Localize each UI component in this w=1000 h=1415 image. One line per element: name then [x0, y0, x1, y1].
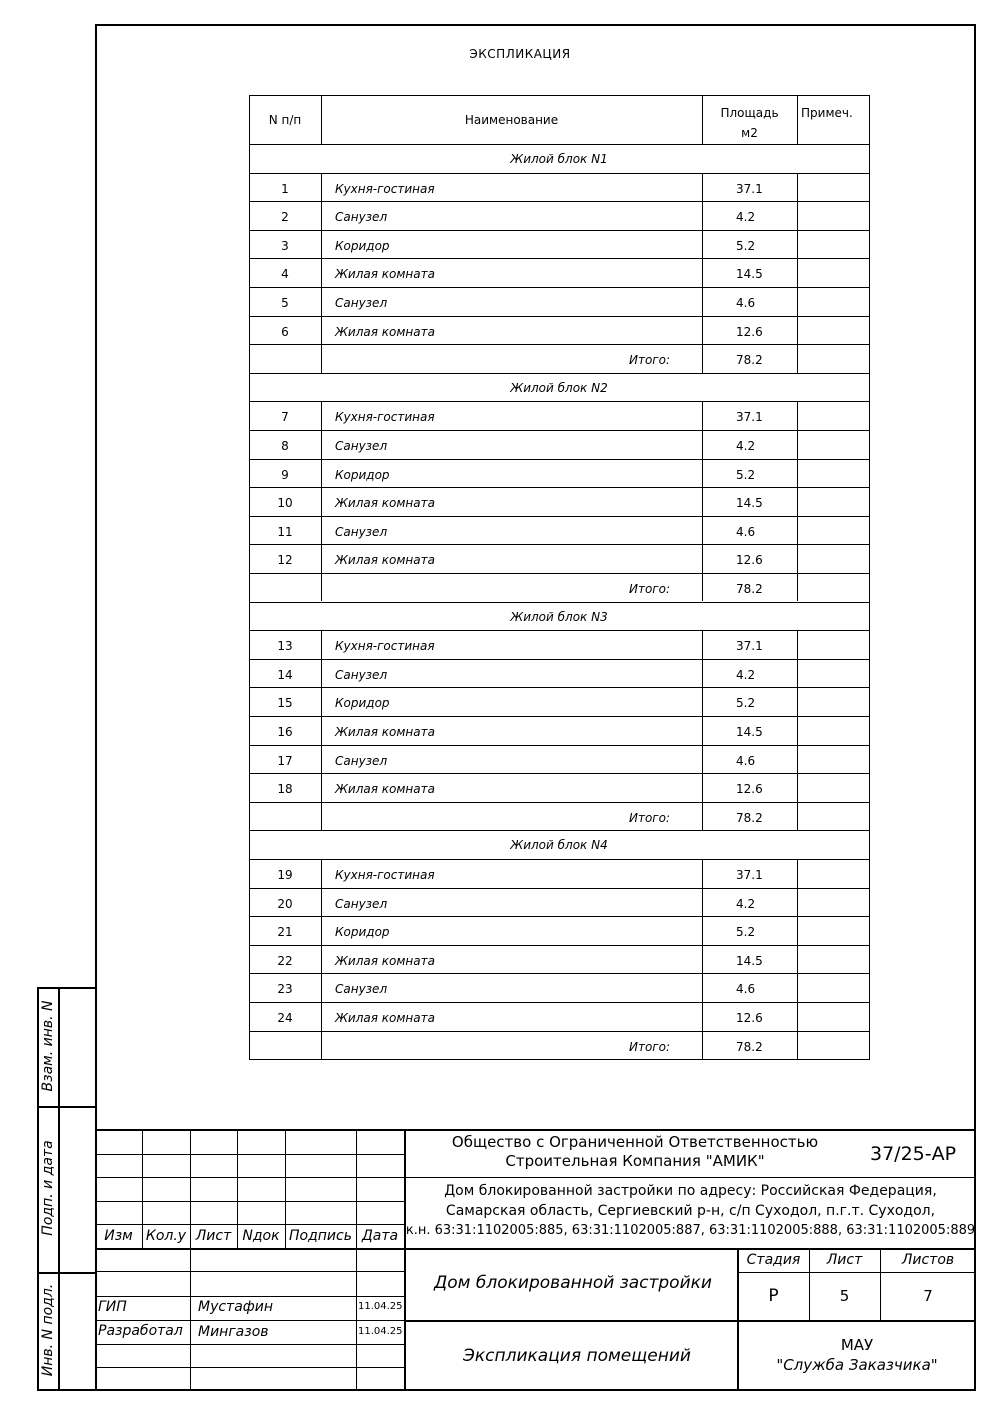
row-name: Жилая комната: [335, 782, 435, 796]
row-number: 14: [277, 668, 293, 682]
drawing-name: Экспликация помещений: [463, 1346, 691, 1366]
block-title: Жилой блок N2: [510, 381, 608, 395]
row-area: 14.5: [736, 725, 763, 739]
row-area: 14.5: [736, 267, 763, 281]
row-number: 1: [281, 182, 289, 196]
row-number: 3: [281, 239, 289, 253]
row-name: Коридор: [335, 925, 390, 939]
row-number: 8: [281, 439, 289, 453]
vzam-inv-label: Взам. инв. N: [40, 1000, 56, 1092]
row-name: Жилая комната: [335, 267, 435, 281]
row-area: 12.6: [736, 553, 763, 567]
sheet-value: 5: [839, 1287, 850, 1305]
row-number: 2: [281, 210, 289, 224]
row-area: 5.2: [736, 239, 756, 253]
row-area: 14.5: [736, 954, 763, 968]
row-name: Кухня-гостиная: [335, 410, 435, 424]
row-area: 4.6: [736, 296, 756, 310]
header-num: N п/п: [268, 113, 302, 127]
total-label: Итого:: [629, 353, 670, 367]
row-area: 12.6: [736, 325, 763, 339]
date-developer: 11.04.25: [358, 1326, 403, 1337]
org-line-2: "Служба Заказчика": [776, 1356, 938, 1374]
row-area: 4.6: [736, 754, 756, 768]
sheet-label: Лист: [826, 1252, 863, 1268]
block-title: Жилой блок N1: [510, 152, 608, 166]
row-area: 5.2: [736, 468, 756, 482]
row-name: Санузел: [335, 982, 388, 996]
document-code: 37/25-АР: [870, 1143, 957, 1165]
role-gip: ГИП: [98, 1299, 127, 1315]
row-name: Санузел: [335, 754, 388, 768]
address-line-2: Самарская область, Сергиевский р-н, с/п Суходол, п.г.т. Суходол,: [445, 1203, 936, 1219]
header-name: Наименование: [464, 113, 559, 127]
name-gip: Мустафин: [198, 1299, 274, 1315]
row-number: 22: [277, 954, 293, 968]
address-line-1: Дом блокированной застройки по адресу: Российская Федерация,: [444, 1183, 937, 1199]
sheets-value: 7: [923, 1287, 933, 1305]
row-name: Кухня-гостиная: [335, 639, 435, 653]
row-number: 20: [277, 897, 293, 911]
row-number: 15: [277, 696, 293, 710]
row-number: 6: [281, 325, 289, 339]
total-label: Итого:: [629, 582, 670, 596]
row-area: 4.2: [736, 668, 756, 682]
row-number: 4: [281, 267, 289, 281]
row-area: 4.6: [736, 525, 756, 539]
row-name: Жилая комната: [335, 1011, 435, 1025]
row-name: Коридор: [335, 468, 390, 482]
role-developer: Разработал: [98, 1323, 183, 1339]
header-area: Площадь: [720, 106, 779, 120]
org-line-1: МАУ: [840, 1336, 874, 1354]
total-value: 78.2: [736, 582, 763, 596]
company-line-2: Строительная Компания "АМИК": [505, 1152, 765, 1170]
row-number: 23: [277, 982, 293, 996]
row-number: 10: [277, 496, 293, 510]
row-name: Санузел: [335, 525, 388, 539]
row-area: 37.1: [736, 182, 763, 196]
row-name: Санузел: [335, 668, 388, 682]
sheets-label: Листов: [901, 1252, 955, 1268]
row-number: 18: [277, 782, 293, 796]
row-area: 12.6: [736, 1011, 763, 1025]
podp-data-label: Подп. и дата: [40, 1140, 56, 1236]
row-name: Жилая комната: [335, 725, 435, 739]
inv-podl-label: Инв. N подл.: [40, 1283, 56, 1377]
row-area: 12.6: [736, 782, 763, 796]
row-number: 12: [277, 553, 293, 567]
header-area-unit: м2: [741, 126, 758, 140]
total-label: Итого:: [629, 1040, 670, 1054]
row-number: 7: [281, 410, 289, 424]
col-izm: Изм: [104, 1228, 133, 1244]
row-name: Жилая комната: [335, 954, 435, 968]
row-name: Жилая комната: [335, 496, 435, 510]
row-number: 9: [281, 468, 289, 482]
row-name: Коридор: [335, 239, 390, 253]
address-line-3: к.н. 63:31:1102005:885, 63:31:1102005:887, 63:31:1102005:888, 63:31:1102005:889: [405, 1223, 976, 1238]
row-area: 37.1: [736, 639, 763, 653]
row-area: 4.6: [736, 982, 756, 996]
block-title: Жилой блок N4: [510, 838, 608, 852]
company-line-1: Общество с Ограниченной Ответственностью: [451, 1133, 819, 1151]
date-gip: 11.04.25: [358, 1301, 403, 1312]
col-data: Дата: [361, 1228, 399, 1244]
row-area: 5.2: [736, 925, 756, 939]
row-number: 24: [277, 1011, 293, 1025]
row-number: 17: [277, 754, 293, 768]
row-name: Санузел: [335, 296, 388, 310]
block-title: Жилой блок N3: [510, 610, 608, 624]
page-title: ЭКСПЛИКАЦИЯ: [469, 47, 571, 61]
col-podpis: Подпись: [289, 1228, 352, 1244]
total-value: 78.2: [736, 353, 763, 367]
row-number: 5: [281, 296, 289, 310]
row-name: Кухня-гостиная: [335, 868, 435, 882]
row-number: 16: [277, 725, 293, 739]
row-number: 21: [277, 925, 293, 939]
stage-label: Стадия: [746, 1252, 801, 1268]
row-number: 13: [277, 639, 293, 653]
row-number: 11: [277, 525, 293, 539]
row-area: 4.2: [736, 897, 756, 911]
row-name: Санузел: [335, 897, 388, 911]
object-name: Дом блокированной застройки: [434, 1273, 712, 1293]
col-kolu: Кол.у: [145, 1228, 187, 1244]
total-label: Итого:: [629, 811, 670, 825]
row-name: Жилая комната: [335, 553, 435, 567]
row-name: Жилая комната: [335, 325, 435, 339]
row-area: 4.2: [736, 439, 756, 453]
row-area: 37.1: [736, 868, 763, 882]
header-note: Примеч.: [801, 106, 853, 120]
row-name: Кухня-гостиная: [335, 182, 435, 196]
stage-value: Р: [768, 1286, 779, 1306]
col-ndok: Nдок: [242, 1228, 280, 1244]
row-area: 37.1: [736, 410, 763, 424]
row-name: Коридор: [335, 696, 390, 710]
row-area: 14.5: [736, 496, 763, 510]
col-list: Лист: [195, 1228, 232, 1244]
row-area: 4.2: [736, 210, 756, 224]
total-value: 78.2: [736, 1040, 763, 1054]
name-developer: Мингазов: [198, 1324, 269, 1340]
row-name: Санузел: [335, 210, 388, 224]
row-area: 5.2: [736, 696, 756, 710]
row-name: Санузел: [335, 439, 388, 453]
total-value: 78.2: [736, 811, 763, 825]
row-number: 19: [277, 868, 293, 882]
